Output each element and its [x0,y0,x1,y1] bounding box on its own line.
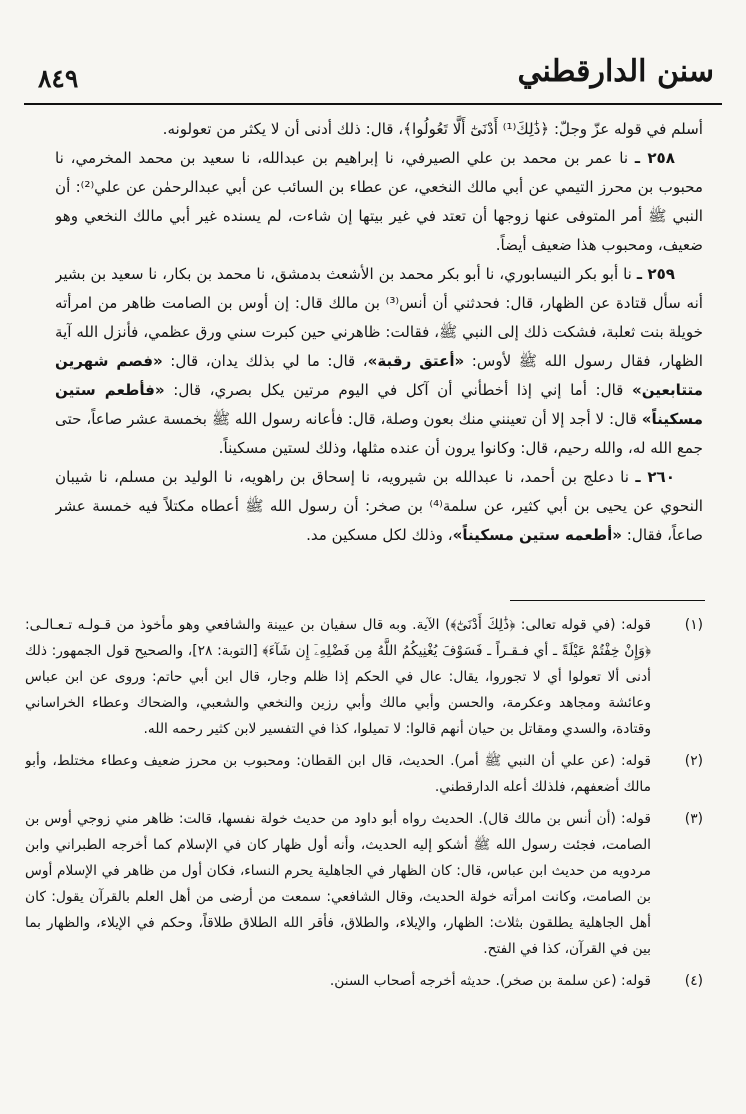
footnote-4 [25,968,703,994]
hadith-258 [55,144,703,260]
prophetic-saying: «أطعمه ستين مسكيناً» [452,526,622,544]
hadith-text: نا دعلج بن أحمد، نا عبدالله بن شيرويه، نا إسحاق بن راهويه، نا الوليد بن مسلم، نا شيبان النحوي عن يحيى بن أبي كثير، عن سلمة⁽⁴⁾ بن صخر: أن رسول الله ﷺ أعطاه مكتلاً فيه خمسة عشر صاعاً، فقال: [55,468,703,544]
hadith-number: ٢٥٨ ـ [634,149,675,167]
footnote-3 [25,806,703,962]
hadith-text: قال: لا أجد إلا أن تعينني منك بعون وصلة، قال: فأعانه رسول الله ﷺ بخمسة عشر صاعاً، حتى جمع الله له، والله رحيم، قال: وكانوا يرون أن عنده مثلها، وذلك لستين مسكيناً. [55,410,703,457]
hadith-text: قال: أما إني إذا أخطأني أن آكل في اليوم مرتين يكل بصري، قال: [164,381,632,399]
footnote-marker: (٤) [684,973,703,989]
footnote-2 [25,748,703,800]
footnote-1 [25,612,703,742]
footnote-marker: (١) [684,617,703,633]
hadith-260 [55,463,703,550]
hadith-text: ، وذلك لكل مسكين مد. [306,526,453,544]
prophetic-saying: «فصم شهرين متتابعين» [55,352,703,399]
page-number: ٨٤٩ [38,64,79,93]
prophetic-saying: «فأطعم ستين مسكيناً» [55,381,703,428]
intro-paragraph: أسلم في قوله عزّ وجلّ: ﴿ذَٰلِكَ⁽¹⁾ أَدْنَىٰٓ أَلَّا تَعُولُوا﴾، قال: ذلك أدنى أن لا يكثر من تعولونه. [162,120,703,138]
footnote-text: قوله: (في قوله تعالى: ﴿ذَٰلِكَ أَدْنَىٰٓ﴾) الآية. وبه قال سفيان بن عيينة والشافعي وهو مأخوذ من قـولـه تـعـالـى: ﴿وَإِنْ خِفْتُمْ عَيْلَةً ـ أي فـقـراً ـ فَسَوْفَ يُغْنِيكُمُ اللَّهُ مِن فَضْلِهِۦٓ إِن شَآءَ﴾ [التوبة: ٢٨]، والصحيح قول الجمهور: ذلك أدنى ألا تعولوا أي لا تجوروا، يقال: عال في الحكم إذا ظلم وجار، قال ابن أبي حاتم: وروى عن ابن عباس وعائشة ومجاهد وعكرمة، والحسن وأبي مالك وأبي رزين والنخعي والشعبي، والضحاك وعطاء الخراساني وقتادة، والسدي ومقاتل بن حيان أنهم قالوا: لا تميلوا، كذا في التفسير لابن كثير رحمه الله. [25,617,651,737]
hadith-text: ، قال: ما لي بذلك يدان، قال: [162,352,368,370]
footnote-separator [510,600,705,601]
hadith-text: نا عمر بن محمد بن علي الصيرفي، نا إبراهيم بن عبدالله، نا سعيد بن محمد المخرمي، نا محبوب بن محرز التيمي عن أبي مالك النخعي، عن عطاء بن السائب عن أبي عبدالرحمٰن عن علي⁽²⁾: أن النبي ﷺ أمر المتوفى عنها زوجها أن تعتد في غير بيتها إن شاءت، لم يسنده غير أبي مالك النخعي وهو ضعيف، ومحبوب هذا ضعيف أيضاً. [55,149,703,254]
main-text [55,115,703,585]
footnotes [25,612,703,1057]
book-title: سنن الدارقطني [517,54,714,89]
page-header [24,54,722,110]
hadith-number: ٢٥٩ ـ [636,265,675,283]
footnote-text: قوله: (أن أنس بن مالك قال). الحديث رواه أبو داود من حديث خولة نفسها، قالت: ظاهر مني زوجي أوس بن الصامت، فجئت رسول الله ﷺ أشكو إليه الحديث، وأنه أول ظهار كان في الإسلام كما أخرجه الطبراني وابن مردويه من حديث ابن عباس، قال: كان الظهار في الجاهلية يحرم النساء، فكان أول من ظاهر في الإسلام أوس بن الصامت، وكانت امرأته خولة الحديث، وقال الشافعي: سمعت من أرضى من أهل العلم بالقرآن يقول: كان أهل الجاهلية يطلقون بثلاث: الظهار، والإيلاء، والطلاق، فأقر الله الطلاق طلاقاً، وحكم في الإيلاء، والظهار بما بين في القرآن، كذا في الفتح. [25,811,651,957]
hadith-259 [55,260,703,463]
footnote-text: قوله: (عن علي أن النبي ﷺ أمر). الحديث، قال ابن القطان: ومحبوب بن محرز ضعيف وعطاء مختلط، وأبو مالك أضعفهم، فلذلك أعله الدارقطني. [25,753,651,795]
footnote-text: قوله: (عن سلمة بن صخر). حديثه أخرجه أصحاب السنن. [329,973,651,989]
hadith-text: نا أبو بكر النيسابوري، نا أبو بكر محمد بن الأشعث بدمشق، نا محمد بن بكار، نا سعيد بن بشير أنه سأل قتادة عن الظهار، قال: فحدثني أن أنس⁽³⁾ بن مالك قال: إن أوس بن الصامت ظاهر من امرأته خويلة بنت ثعلبة، فشكت ذلك إلى النبي ﷺ، فقالت: ظاهرني حين كبرت سني ورق عظمي، فأنزل الله آية الظهار، فقال رسول الله ﷺ لأوس: [55,265,703,370]
hadith-number: ٢٦٠ ـ [635,468,675,486]
footnote-marker: (٢) [684,753,703,769]
header-rule [24,103,722,105]
footnote-marker: (٣) [684,811,703,827]
prophetic-saying: «أعتق رقبة» [367,352,465,370]
